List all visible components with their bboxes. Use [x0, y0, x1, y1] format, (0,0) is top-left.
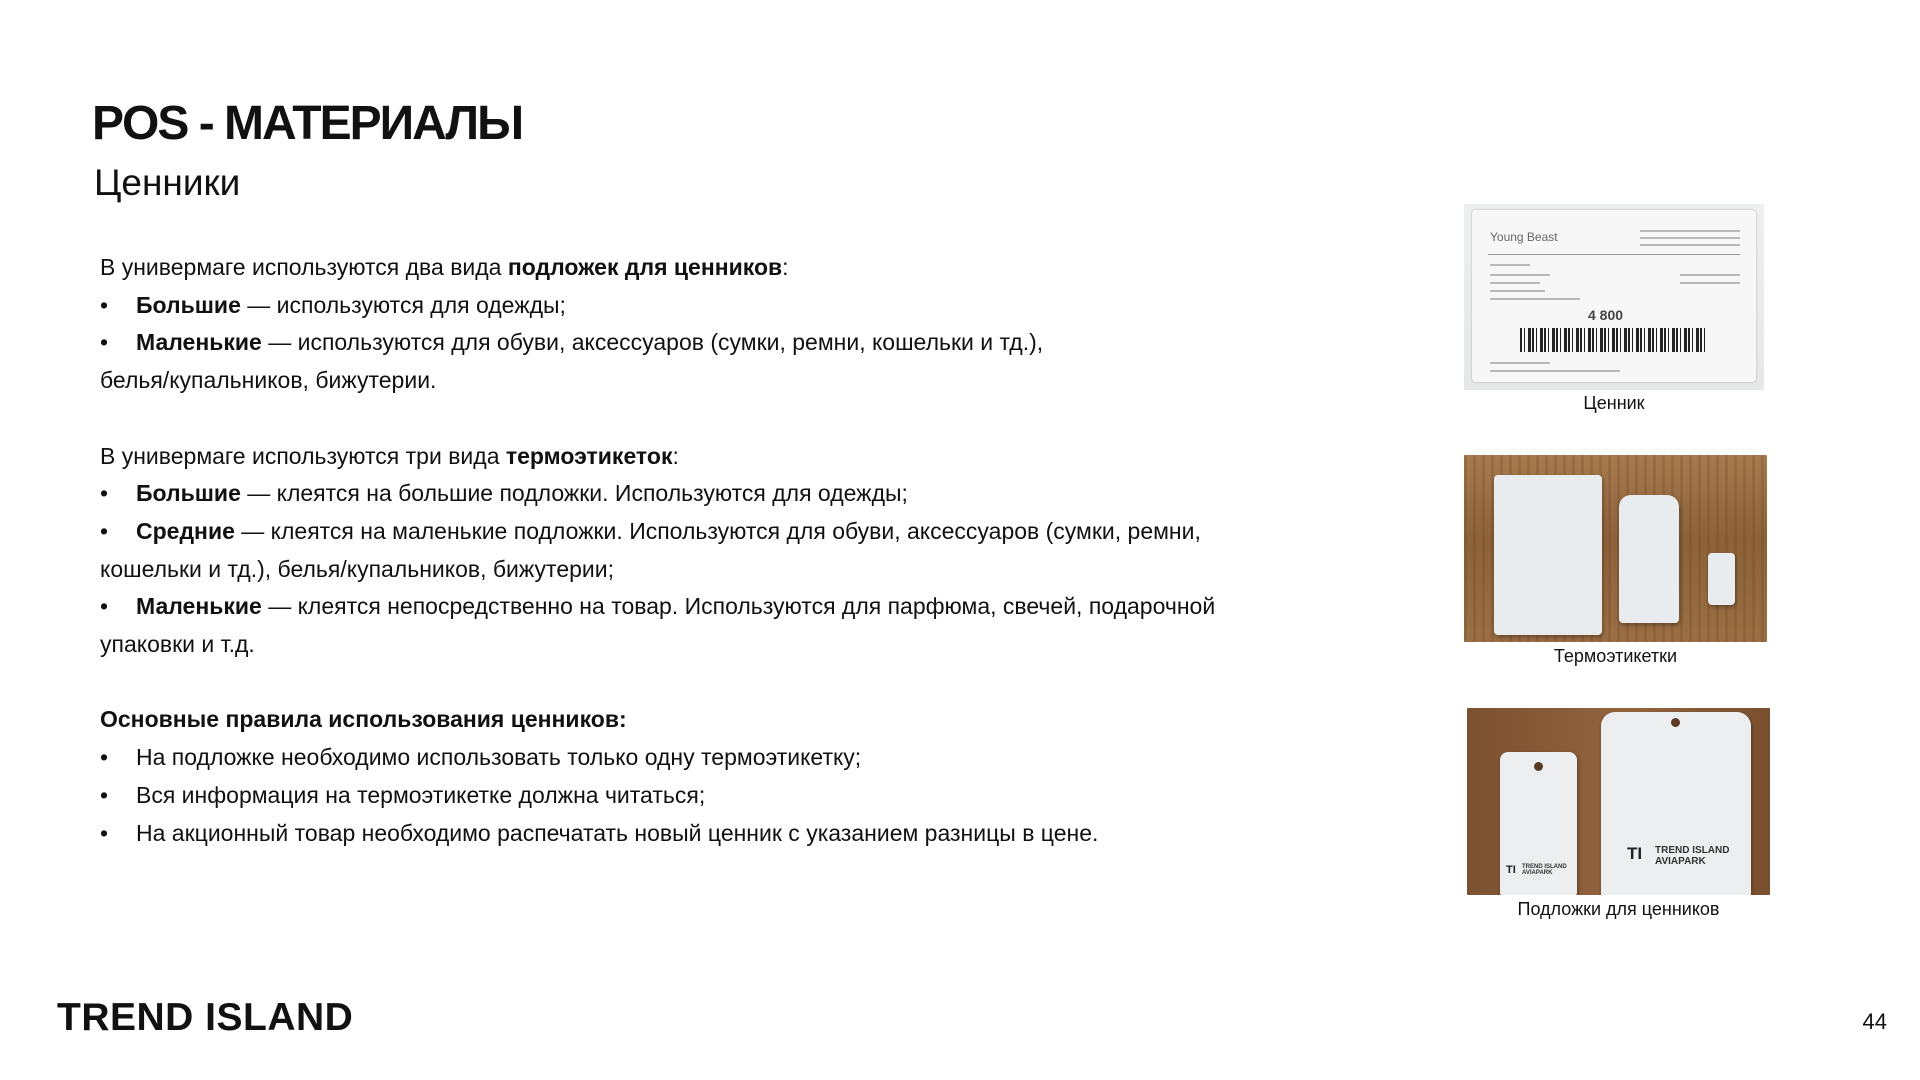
page-subtitle: Ценники [94, 162, 241, 203]
fine-print [1490, 264, 1530, 266]
bullet: • [100, 291, 109, 318]
section1-intro-bold: подложек для ценников [507, 254, 783, 280]
list-item-label: Маленькие [136, 593, 262, 620]
rules-heading [100, 701, 1350, 739]
price-tag-brand: Young Beast [1490, 230, 1558, 244]
list-item [100, 588, 1350, 626]
section1-intro-suffix: : [782, 254, 789, 280]
thermo-labels-photo [1464, 455, 1767, 642]
thermo-labels-caption: Термоэтикетки [1553, 646, 1678, 666]
thermo-label-medium [1619, 495, 1679, 623]
backing-large [1601, 712, 1751, 895]
fine-print [1490, 290, 1545, 292]
section1-intro-text: В универмаге используются два вида [100, 254, 508, 280]
spacer [100, 664, 1350, 702]
bullet: • [100, 593, 109, 620]
fine-print [1490, 298, 1580, 300]
hang-hole-icon [1534, 762, 1543, 771]
list-item-label: Маленькие [136, 329, 262, 356]
rules-heading-text: Основные правила использования ценников: [100, 706, 627, 733]
fine-print [1680, 274, 1740, 276]
list-item-text: — клеятся на большие подложки. Используются для одежды; [240, 480, 908, 507]
price-tag-caption: Ценник [1583, 393, 1645, 413]
list-item [100, 815, 1350, 853]
price-tag-paper [1472, 210, 1756, 382]
list-item-label: Большие [136, 291, 241, 318]
list-item-text: На акционный товар необходимо распечатать новый ценник с указанием разницы в цене. [136, 819, 1099, 846]
spacer [100, 400, 1350, 438]
list-item-continuation: белья/купальников, бижутерии. [100, 367, 437, 394]
backings-caption: Подложки для ценников [1517, 899, 1720, 919]
section2-intro [100, 438, 1350, 476]
list-item [100, 777, 1350, 815]
section2-intro-bold: термоэтикеток [505, 442, 673, 469]
barcode-icon [1520, 328, 1705, 352]
logo-line-2: AVIAPARK [1655, 855, 1706, 867]
fine-print [1680, 282, 1740, 284]
thermo-label-small [1708, 553, 1735, 605]
bullet: • [100, 819, 109, 846]
list-item-text: На подложке необходимо использовать только одну термоэтикетку; [136, 744, 862, 771]
fine-print [1490, 362, 1550, 364]
list-item [100, 513, 1350, 551]
fine-print [1490, 274, 1550, 276]
list-item [100, 739, 1350, 777]
list-item-text: — клеятся на маленькие подложки. Используются для обуви, аксессуаров (сумки, ремни, [234, 517, 1201, 544]
body-text [100, 249, 1350, 852]
list-item-continuation: кошельки и тд.), белья/купальников, бижутерии; [100, 555, 614, 582]
fine-print [1640, 237, 1740, 239]
backing-logo-text [1522, 864, 1567, 877]
list-item [100, 287, 1350, 325]
logo-line-2: AVIAPARK [1522, 870, 1553, 877]
list-item-label: Большие [136, 480, 241, 507]
fine-print [1640, 230, 1740, 232]
page-number: 44 [1862, 1009, 1887, 1034]
bullet: • [100, 517, 109, 544]
fine-print [1490, 370, 1620, 372]
section2-intro-text: В универмаге используются три вида [100, 442, 506, 469]
fine-print [1640, 244, 1740, 246]
list-item-continuation: упаковки и т.д. [100, 631, 255, 658]
price-tag-photo [1464, 204, 1764, 390]
price-tag-price: 4 800 [1588, 307, 1624, 323]
price-tag-divider [1488, 254, 1740, 255]
section2-intro-suffix: : [672, 442, 679, 469]
ti-logo-icon: TI [1627, 844, 1643, 863]
backings-photo [1467, 708, 1770, 895]
bullet: • [100, 744, 109, 771]
logo-line-1: TREND ISLAND [1655, 845, 1730, 856]
list-item-text: — используются для одежды; [240, 291, 566, 318]
list-item [100, 324, 1350, 362]
hang-hole-icon [1671, 718, 1680, 727]
logo-line-1: TREND ISLAND [1522, 864, 1567, 870]
fine-print [1490, 282, 1540, 284]
section1-intro [100, 249, 1350, 287]
list-item-label: Средние [136, 517, 235, 544]
thermo-label-large [1494, 475, 1602, 635]
footer-logo: TREND ISLAND [57, 996, 354, 1039]
list-item [100, 475, 1350, 513]
bullet: • [100, 480, 109, 507]
backing-logo-text [1655, 846, 1729, 867]
list-item-text: — клеятся непосредственно на товар. Используются для парфюма, свечей, подарочной [261, 593, 1216, 620]
list-item-text: Вся информация на термоэтикетке должна читаться; [136, 781, 706, 808]
bullet: • [100, 329, 109, 356]
backing-small [1500, 752, 1577, 895]
list-item-text: — используются для обуви, аксессуаров (сумки, ремни, кошельки и тд.), [261, 329, 1044, 356]
bullet: • [100, 781, 109, 808]
ti-logo-icon: TI [1506, 864, 1516, 876]
page-title: POS - МАТЕРИАЛЫ [92, 97, 523, 150]
